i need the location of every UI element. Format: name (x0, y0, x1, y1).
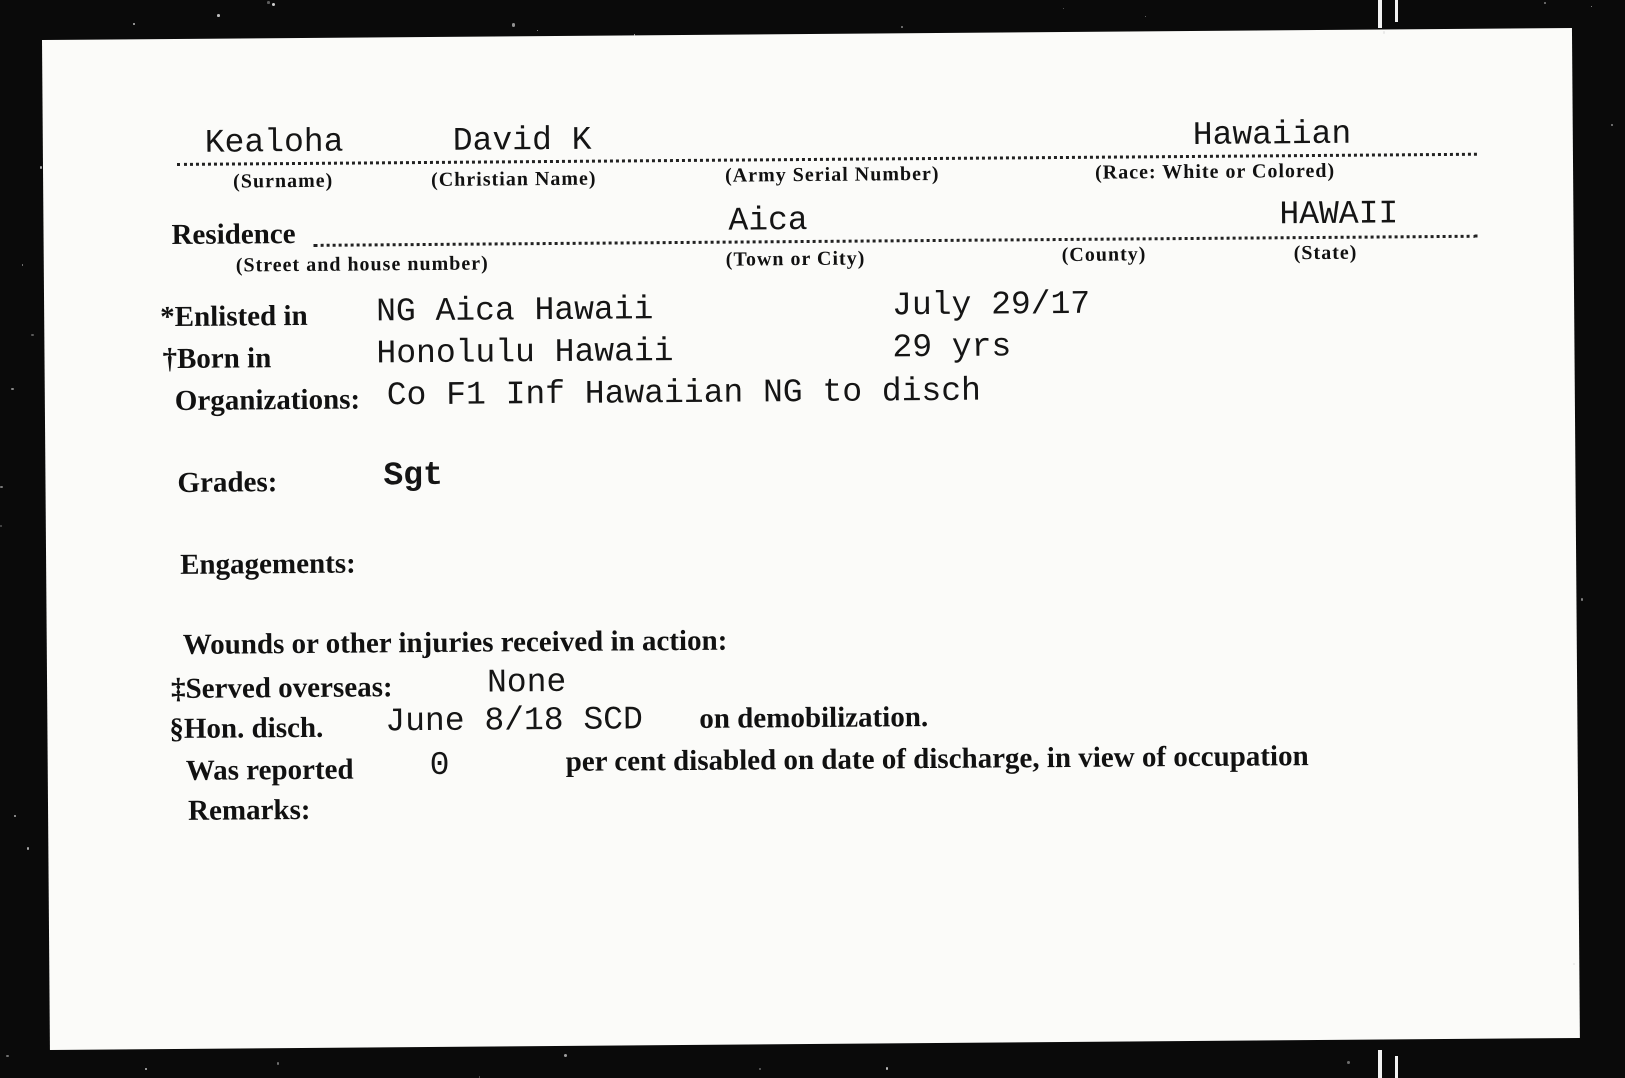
wounds-label: Wounds or other injuries received in action: (182, 624, 728, 661)
christian-name-value: David K (452, 121, 592, 160)
scan-noise-speck (901, 26, 903, 28)
scan-noise-speck (267, 1, 270, 4)
state-value: HAWAII (1279, 195, 1399, 234)
scan-noise-speck (634, 34, 635, 35)
reported-value: 0 (429, 746, 450, 784)
enlisted-label: *Enlisted in (160, 299, 308, 334)
grades-value: Sgt (383, 456, 443, 495)
residence-label: Residence (171, 218, 296, 251)
state-caption: (State) (1293, 241, 1358, 265)
scan-noise-speck (1581, 598, 1584, 601)
organizations-value: Co F1 Inf Hawaiian NG to disch (386, 372, 982, 415)
served-overseas-value: None (486, 663, 567, 702)
scan-noise-speck (272, 3, 275, 6)
enlisted-place-value: NG Aica Hawaii (376, 291, 654, 331)
hon-disch-value: June 8/18 SCD (385, 701, 643, 741)
christian-name-caption: (Christian Name) (431, 167, 597, 191)
scan-noise-speck (886, 1067, 889, 1070)
scan-noise-speck (512, 23, 515, 26)
scan-noise-speck (1347, 1061, 1350, 1064)
born-place-value: Honolulu Hawaii (376, 333, 674, 373)
scan-noise-speck (22, 264, 23, 265)
remarks-label: Remarks: (187, 793, 311, 827)
scan-noise-speck (133, 23, 135, 25)
serial-number-caption: (Army Serial Number) (725, 162, 940, 187)
served-overseas-label: ‡Served overseas: (170, 671, 393, 706)
scan-noise-speck (1063, 8, 1064, 9)
scan-noise-speck (1544, 2, 1546, 4)
scan-noise-speck (1573, 963, 1575, 965)
scan-noise-speck (1591, 6, 1592, 7)
street-caption: (Street and house number) (235, 252, 489, 277)
town-value: Aica (728, 201, 808, 240)
grades-label: Grades: (177, 466, 278, 499)
scan-noise-speck (0, 525, 2, 527)
scan-edge-bar (1395, 1056, 1398, 1078)
hon-disch-suffix: on demobilization. (699, 701, 929, 735)
scan-noise-speck (277, 1062, 279, 1064)
enlisted-date-value: July 29/17 (891, 285, 1091, 325)
born-age-value: 29 yrs (892, 328, 1012, 367)
scan-noise-speck (40, 166, 43, 169)
scan-noise-speck (31, 334, 34, 337)
scan-noise-speck (6, 1055, 9, 1058)
scan-noise-speck (759, 1068, 762, 1071)
scan-noise-speck (14, 815, 16, 817)
scan-noise-speck (1383, 31, 1385, 33)
scan-noise-speck (11, 388, 13, 390)
scan-edge-bar (1378, 0, 1382, 28)
scan-noise-speck (564, 1054, 567, 1057)
born-label: †Born in (162, 342, 272, 376)
surname-value: Kealoha (204, 123, 344, 162)
race-value: Hawaiian (1192, 115, 1352, 154)
service-record-card (42, 28, 1580, 1050)
county-caption: (County) (1061, 243, 1147, 266)
surname-caption: (Surname) (233, 169, 334, 193)
reported-suffix: per cent disabled on date of discharge, in view of occupation (565, 740, 1309, 778)
scan-noise-speck (1611, 124, 1613, 126)
town-caption: (Town or City) (725, 247, 866, 271)
scan-noise-speck (217, 14, 220, 17)
organizations-label: Organizations: (174, 383, 361, 417)
scan-noise-speck (27, 847, 29, 849)
scan-edge-bar (1395, 0, 1398, 22)
scan-edge-bar (1378, 1050, 1382, 1078)
scan-noise-speck (1145, 16, 1146, 17)
engagements-label: Engagements: (180, 547, 356, 581)
scan-noise-speck (537, 30, 538, 31)
reported-label: Was reported (185, 753, 354, 787)
scan-noise-speck (145, 1068, 147, 1070)
hon-disch-label: §Hon. disch. (169, 711, 324, 746)
scan-noise-speck (479, 1076, 480, 1077)
scan-noise-speck (0, 486, 3, 489)
race-caption: (Race: White or Colored) (1094, 159, 1336, 184)
